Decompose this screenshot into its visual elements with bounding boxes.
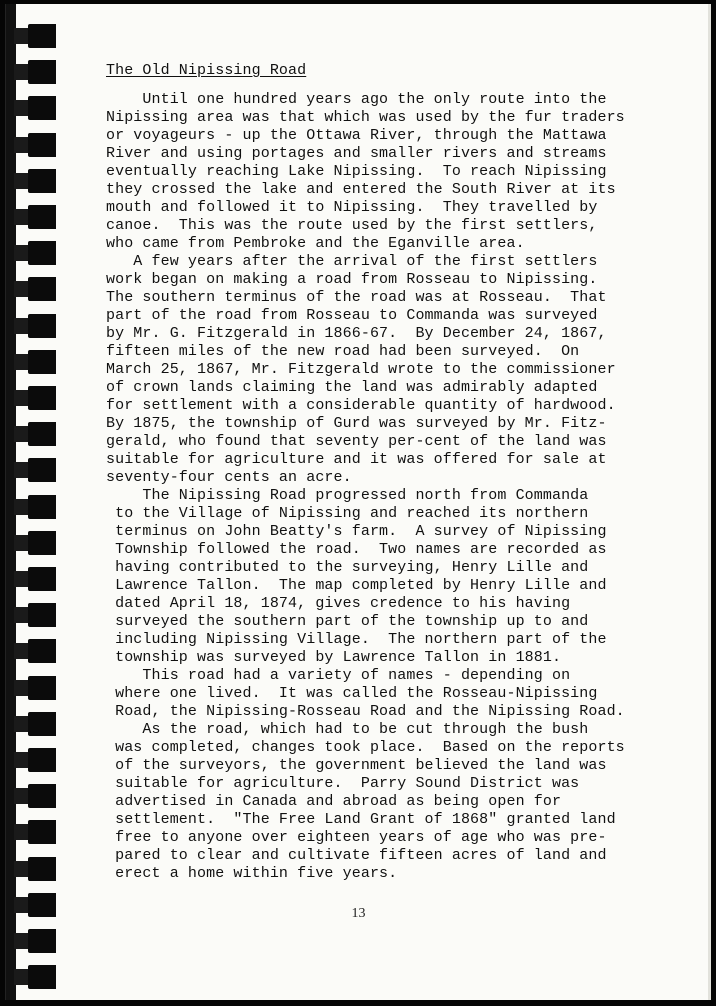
text-line: pared to clear and cultivate fifteen acres of land and [106,847,607,864]
text-line: gerald, who found that seventy per-cent of the land was [106,433,607,450]
page-number: 13 [351,906,366,921]
binding-ring [28,386,56,410]
binding-ring [28,314,56,338]
binding-ring [28,929,56,953]
binding-ring [28,205,56,229]
text-line: to the Village of Nipissing and reached its northern [106,505,589,522]
text-line: surveyed the southern part of the township up to and [106,613,589,630]
text-line: settlement. "The Free Land Grant of 1868" granted land [106,811,616,828]
page-edge [708,4,711,1000]
binding-ring [28,422,56,446]
document-page [5,4,711,1000]
text-line: The southern terminus of the road was at Rosseau. That [106,289,607,306]
text-line: By 1875, the township of Gurd was surveyed by Mr. Fitz- [106,415,607,432]
text-line: Nipissing area was that which was used by the fur traders [106,109,625,126]
text-line: A few years after the arrival of the first settlers [106,253,598,270]
text-line: terminus on John Beatty's farm. A survey of Nipissing [106,523,607,540]
binding-ring [28,784,56,808]
text-line: fifteen miles of the new road had been surveyed. On [106,343,580,360]
text-line: or voyageurs - up the Ottawa River, through the Mattawa [106,127,607,144]
text-line: erect a home within five years. [106,865,398,882]
text-line: of crown lands claiming the land was admirably adapted [106,379,598,396]
binding-ring [28,96,56,120]
text-line: suitable for agriculture. Parry Sound District was [106,775,580,792]
text-line: free to anyone over eighteen years of age who was pre- [106,829,607,846]
binding-ring [28,857,56,881]
binding-ring [28,350,56,374]
text-line: Road, the Nipissing-Rosseau Road and the Nipissing Road. [106,703,625,720]
binding-ring [28,748,56,772]
binding-ring [28,169,56,193]
binding-ring [28,277,56,301]
text-line: Until one hundred years ago the only route into the [106,91,607,108]
binding-ring [28,531,56,555]
text-line: mouth and followed it to Nipissing. They travelled by [106,199,598,216]
text-line: March 25, 1867, Mr. Fitzgerald wrote to the commissioner [106,361,616,378]
text-line: Lawrence Tallon. The map completed by Henry Lille and [106,577,607,594]
binding-ring [28,820,56,844]
binding-ring [28,603,56,627]
text-line: seventy-four cents an acre. [106,469,352,486]
binding-ring [28,241,56,265]
binding-ring [28,458,56,482]
text-line: dated April 18, 1874, gives credence to his having [106,595,571,612]
binding-ring [28,60,56,84]
text-line: including Nipissing Village. The northern part of the [106,631,607,648]
paragraph-block [106,91,636,883]
text-line: River and using portages and smaller rivers and streams [106,145,607,162]
text-line: Township followed the road. Two names are recorded as [106,541,607,558]
text-line: for settlement with a considerable quantity of hardwood. [106,397,616,414]
text-line: advertised in Canada and abroad as being open for [106,793,562,810]
text-line: This road had a variety of names - depending on [106,667,571,684]
text-line: part of the road from Rosseau to Commanda was surveyed [106,307,598,324]
text-line: who came from Pembroke and the Eganville area. [106,235,525,252]
text-line: The Nipissing Road progressed north from Commanda [106,487,589,504]
text-line: canoe. This was the route used by the first settlers, [106,217,598,234]
text-line: by Mr. G. Fitzgerald in 1866-67. By December 24, 1867, [106,325,607,342]
spiral-binding [6,4,56,1000]
binding-ring [28,639,56,663]
text-line: they crossed the lake and entered the South River at its [106,181,616,198]
text-line: where one lived. It was called the Rosseau-Nipissing [106,685,598,702]
text-line: work began on making a road from Rosseau to Nipissing. [106,271,598,288]
text-line: having contributed to the surveying, Henry Lille and [106,559,589,576]
text-line: eventually reaching Lake Nipissing. To reach Nipissing [106,163,607,180]
binding-ring [28,133,56,157]
binding-ring [28,24,56,48]
binding-ring [28,495,56,519]
text-line: was completed, changes took place. Based on the reports [106,739,625,756]
text-line: of the surveyors, the government believed the land was [106,757,607,774]
binding-ring [28,712,56,736]
text-line: suitable for agriculture and it was offered for sale at [106,451,607,468]
text-body [106,62,636,883]
binding-ring [28,567,56,591]
binding-ring [28,676,56,700]
page-title: The Old Nipissing Road [106,62,307,79]
text-line: As the road, which had to be cut through the bush [106,721,589,738]
text-line: township was surveyed by Lawrence Tallon in 1881. [106,649,562,666]
binding-ring [28,965,56,989]
